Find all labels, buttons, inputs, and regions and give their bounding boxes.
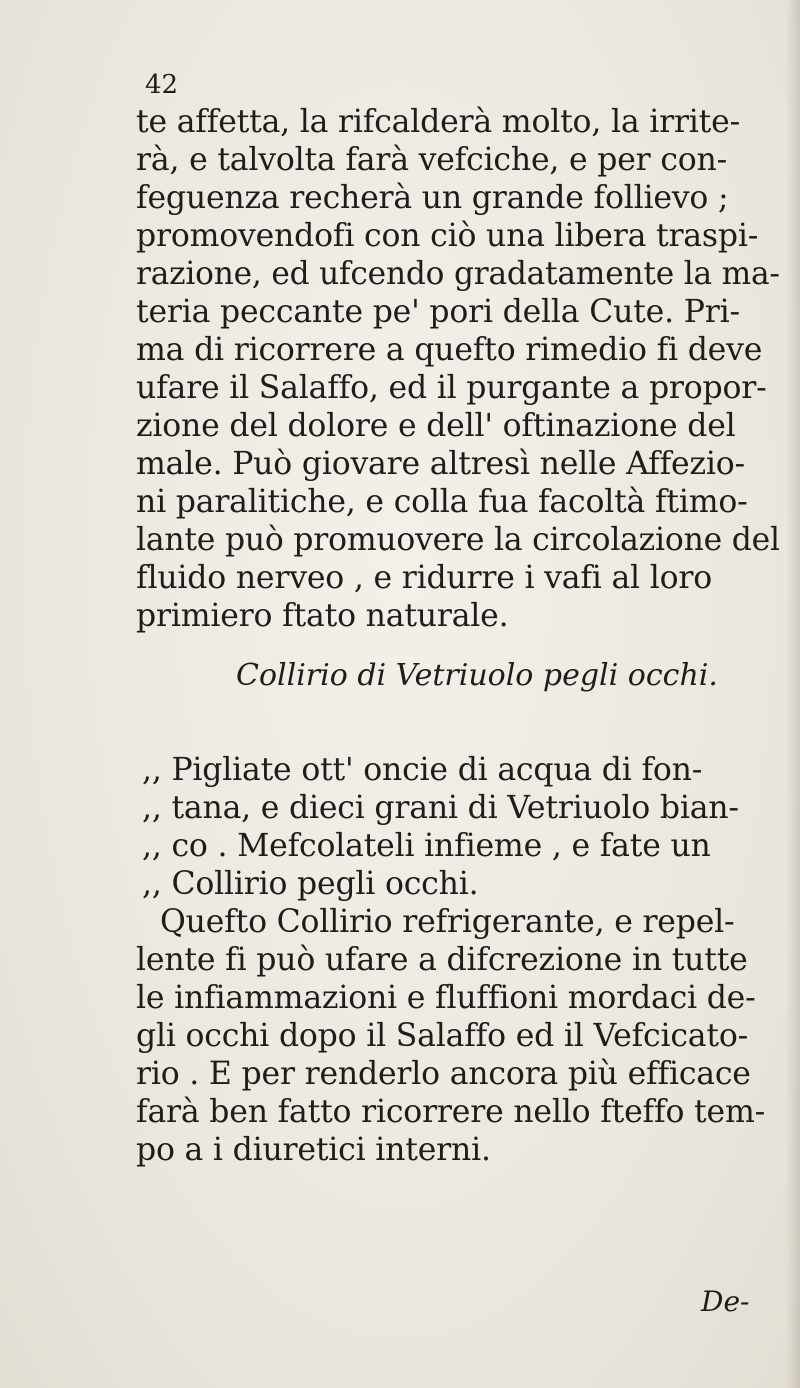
paragraph-1-line: teria peccante pe' pori della Cute. Pri- xyxy=(136,294,740,330)
paragraph-1-line: zione del dolore e dell' oftinazione del xyxy=(136,408,736,444)
paragraph-2-line: gli occhi dopo il Salaffo ed il Vefcicato- xyxy=(136,1018,749,1054)
paragraph-1-line: lante può promuovere la circolazione del xyxy=(136,522,780,558)
recipe-line: ,, Pigliate ott' oncie di acqua di fon- xyxy=(142,752,703,788)
section-heading: Collirio di Vetriuolo pegli occhi. xyxy=(236,658,718,693)
paragraph-1-line: razione, ed ufcendo gradatamente la ma- xyxy=(136,256,780,292)
page-number: 42 xyxy=(145,70,179,100)
catchword: De- xyxy=(701,1285,750,1318)
paragraph-1-line: ni paralitiche, e colla fua facoltà ftimo- xyxy=(136,484,748,520)
paragraph-2-line: le infiammazioni e fluffioni mordaci de- xyxy=(136,980,756,1016)
paragraph-1-line: primiero ftato naturale. xyxy=(136,598,509,634)
paragraph-2-line: lente fi può ufare a difcrezione in tutte xyxy=(136,942,748,978)
paragraph-2-line: rio . E per renderlo ancora più efficace xyxy=(136,1056,751,1092)
paragraph-1-line: promovendofi con ciò una libera traspi- xyxy=(136,218,759,254)
paragraph-1-line: rà, e talvolta farà vefciche, e per con- xyxy=(136,142,728,178)
page-edge-shadow xyxy=(786,0,800,1388)
paragraph-2-line: Quefto Collirio refrigerante, e repel- xyxy=(160,904,735,940)
recipe-line: ,, co . Mefcolateli infieme , e fate un xyxy=(142,828,711,864)
paragraph-2-line: farà ben fatto ricorrere nello fteffo tem- xyxy=(136,1094,766,1130)
paragraph-1-line: te affetta, la rifcalderà molto, la irrite- xyxy=(136,104,741,140)
paragraph-2-line: po a i diuretici interni. xyxy=(136,1132,491,1168)
paragraph-1-line: male. Può giovare altresì nelle Affezio- xyxy=(136,446,745,482)
paragraph-1-line: ma di ricorrere a quefto rimedio fi deve xyxy=(136,332,763,368)
paragraph-1-line: fluido nerveo , e ridurre i vafi al loro xyxy=(136,560,713,596)
paragraph-1-line: feguenza recherà un grande follievo ; xyxy=(136,180,729,216)
recipe-line: ,, Collirio pegli occhi. xyxy=(142,866,479,902)
paragraph-1-line: ufare il Salaffo, ed il purgante a propor- xyxy=(136,370,767,406)
recipe-line: ,, tana, e dieci grani di Vetriuolo bian- xyxy=(142,790,739,826)
